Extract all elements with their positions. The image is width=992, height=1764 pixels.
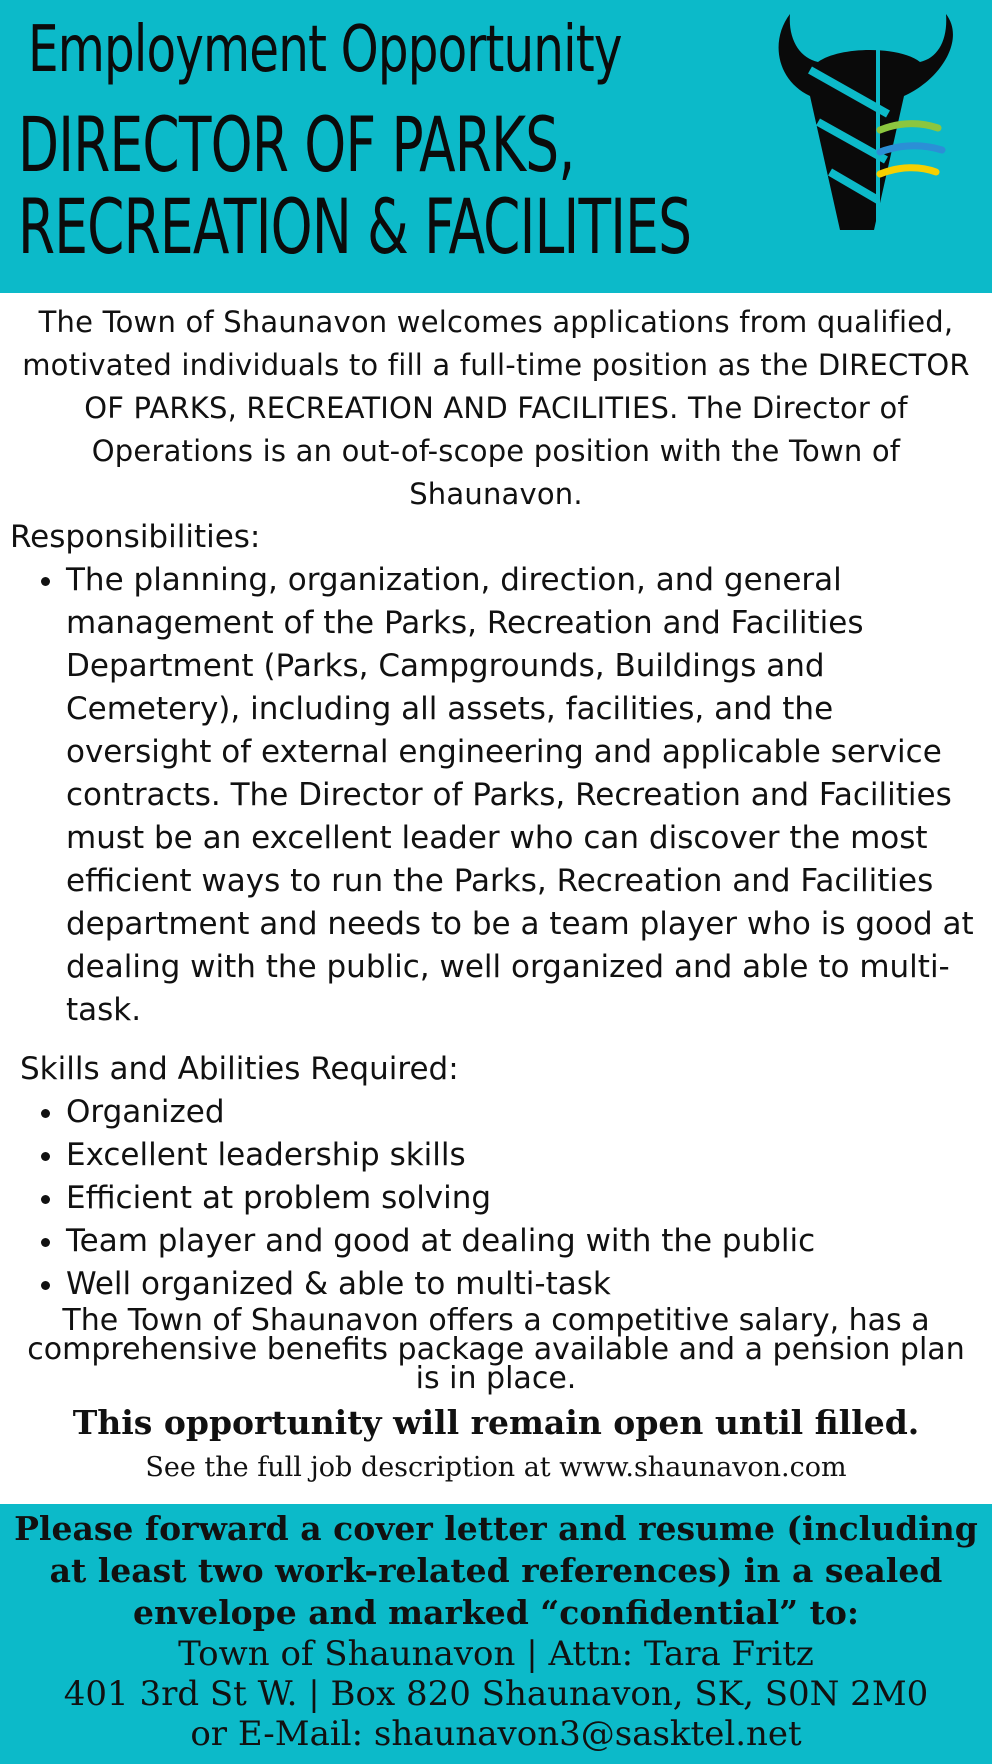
skill-item: • Well organized & able to multi-task bbox=[66, 1263, 992, 1306]
responsibility-item: • The planning, organization, direction, and general management of the Parks, Recreation and Facilities Department (Parks, Campgrounds, Buildings and Cemetery), including all assets, facilities, and the oversight of external engineering and applicable service contracts. The Director of Parks, Recreation and Facilities must be an excellent leader who can discover the most efficient ways to run the Parks, Recreation and Facilities department and needs to be a team player who is good at dealing with the public, well organized and able to multi-task. bbox=[66, 559, 976, 1032]
application-instructions: Please forward a cover letter and resume (including at least two work-related references) in a sealed envelope and marked “confidential” to: bbox=[14, 1509, 978, 1632]
job-title-line2: RECREATION & FACILITIES bbox=[18, 182, 692, 271]
skills-heading: Skills and Abilities Required: bbox=[20, 1051, 459, 1087]
responsibilities-heading: Responsibilities: bbox=[10, 519, 261, 555]
skills-list bbox=[0, 1091, 992, 1306]
offer-paragraph: The Town of Shaunavon offers a competitive salary, has a comprehensive benefits package available and a pension plan is in place. bbox=[27, 1303, 965, 1396]
job-title bbox=[18, 100, 692, 271]
full-description-link-text: See the full job description at www.shaunavon.com bbox=[145, 1452, 847, 1483]
skill-item: • Organized bbox=[66, 1091, 992, 1134]
job-title-line1: DIRECTOR OF PARKS, bbox=[18, 100, 575, 189]
footer-banner bbox=[0, 1504, 992, 1764]
employment-kicker: Employment Opportunity bbox=[28, 13, 622, 87]
email-line: or E-Mail: shaunavon3@sasktel.net bbox=[190, 1714, 802, 1754]
skill-item: • Efficient at problem solving bbox=[66, 1177, 992, 1220]
header-banner bbox=[0, 0, 992, 293]
posting-body bbox=[0, 293, 992, 1487]
open-until-filled-notice: This opportunity will remain open until filled. bbox=[72, 1403, 920, 1442]
contact-name-line: Town of Shaunavon | Attn: Tara Fritz bbox=[178, 1634, 814, 1674]
skill-item: • Excellent leadership skills bbox=[66, 1134, 992, 1177]
skill-item: • Team player and good at dealing with the public bbox=[66, 1220, 992, 1263]
shaunavon-bison-logo bbox=[770, 10, 970, 240]
intro-paragraph: The Town of Shaunavon welcomes applications from qualified, motivated individuals to fill a full-time position as the DIRECTOR OF PARKS, RECREATION AND FACILITIES. The Director of Operations is an out-of-scope position with the Town of Shaunavon. bbox=[22, 305, 970, 511]
responsibilities-list bbox=[0, 559, 992, 1032]
mailing-address-line: 401 3rd St W. | Box 820 Shaunavon, SK, S0N 2M0 bbox=[63, 1674, 929, 1714]
